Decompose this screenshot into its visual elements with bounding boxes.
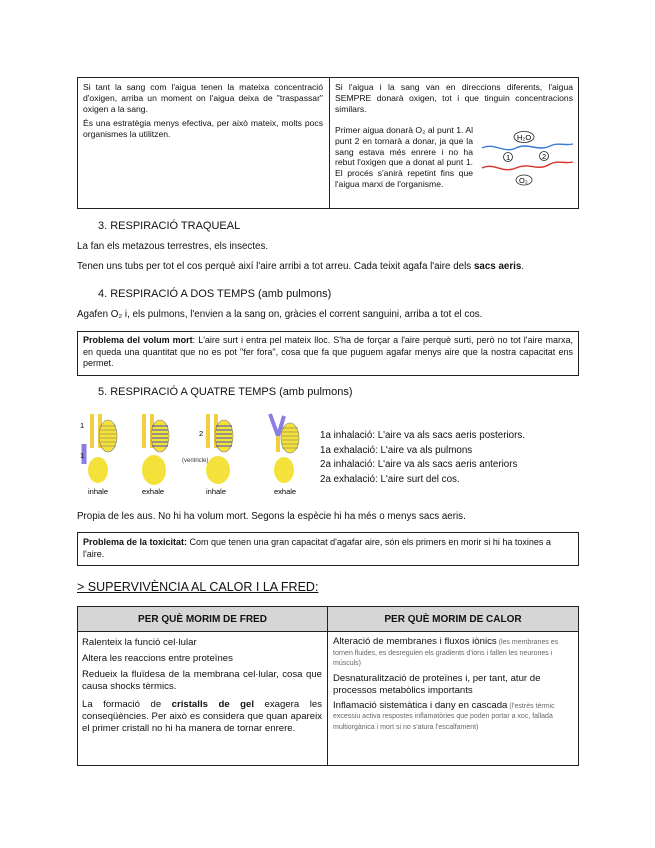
section5-title: 5. RESPIRACIÓ A QUATRE TEMPS (amb pulmons): [98, 386, 353, 398]
section3-title: 3. RESPIRACIÓ TRAQUEAL: [98, 220, 241, 232]
panel-inhale-1: [80, 414, 117, 483]
cold-item-3: Redueix la fluïdesa de la membrana cel·lular, cosa que causa shocks tèrmics.: [82, 669, 322, 692]
diagram-label-h2o: H₂O: [517, 133, 532, 142]
heat-item-1: Alteració de membranes i fluxos iònics (les membranes es tornen fluides, es desregulen els gradients d'ions i fallen les neurones i músculs): [333, 636, 559, 668]
survival-divider: [327, 606, 328, 766]
toxicity-text: Com que tenen una gran capacitat d'agafar aire, són els primers en morir si hi ha toxines a l'aire.: [83, 537, 551, 559]
fig-side-label-3: 2: [199, 429, 204, 438]
heat-item-3-note: (l'estrès tèrmic excessiu activa respostes inflamatòries que poden portar a xoc, fallada multiorgànica i mort si no s'atura l'escalfament): [333, 702, 555, 731]
dead-volume-text: : L'aire surt i entra pel mateix lloc. S'ha de forçar a l'aire perquè surti, però no tot l'aire marxa, en queda una quantitat que no es pot "fer fora", cosa que fa que puguem agafar menys aire que la nostra capacitat ens permet.: [83, 335, 573, 368]
dead-volume-box: [77, 331, 579, 376]
section4-title: 4. RESPIRACIÓ A DOS TEMPS (amb pulmons): [98, 288, 332, 300]
dead-volume-title: Problema del volum mort: [83, 335, 193, 345]
ice-crystals-bold: cristalls de gel: [171, 699, 255, 710]
survival-title: > SUPERVIVÈNCIA AL CALOR I LA FRED:: [77, 580, 319, 594]
step-1: 1a inhalació: L'aire va als sacs aeris posteriors.: [320, 430, 525, 441]
diagram-label-2: 2: [542, 152, 547, 161]
cold-item-4: La formació de cristalls de gel exagera les conseqüències. Per això es considera que quan apareix el primer cristall no hi ha manera de tornar enrere.: [82, 699, 322, 734]
sacs-aeris-bold: sacs aeris: [473, 261, 522, 272]
bird-breathing-figure: [78, 408, 318, 498]
fig-label-exhale-2: exhale: [274, 487, 297, 496]
header-heat: PER QUÈ MORIM DE CALOR: [384, 614, 522, 625]
step-4: 2a exhalació: L'aire surt del cos.: [320, 473, 460, 485]
section3-p2: Tenen uns tubs per tot el cos perquè així l'aire arribi a tot arreu. Cada teixit agafa l'aire dels sacs aeris.: [77, 261, 525, 272]
cold-column: [82, 637, 322, 735]
fig-label-inhale-2: inhale: [206, 487, 227, 496]
four-step-list: [320, 429, 525, 487]
header-cold: PER QUÈ MORIM DE FRED: [138, 614, 267, 625]
top-right-p2: Primer aigua donarà O₂ al punt 1. Al punt 2 en tornarà a donar, ja que la sang estava més enrere i no ha rebut l'oxigen que a donat al punt 1. El procés s'anirà repetint fins que l'aigua marxi de l'organisme.: [335, 125, 473, 189]
heat-item-3: Inflamació sistemàtica i dany en cascada (l'estrès tèrmic excessiu activa respostes inflamatòries que poden portar a xoc, fallada multiorgànica i mort si no s'atura l'escalfament): [333, 699, 555, 731]
heat-item-2: Desnaturalització de proteïnes i, per tant, atur de processos metabòlics importants: [333, 672, 541, 696]
cold-item-1: Ralenteix la funció cel·lular: [82, 637, 197, 648]
toxicity-box: [77, 532, 579, 566]
heat-column: [333, 637, 573, 733]
fig-side-label-1: 1: [80, 421, 85, 430]
fig-label-exhale-1: exhale: [142, 487, 165, 496]
section3-p1: La fan els metazous terrestres, els insectes.: [77, 241, 269, 252]
diagram-label-o2: O₂: [519, 176, 528, 185]
fig-label-inhale-1: inhale: [88, 487, 109, 496]
fig-center-label: (ventricle): [182, 458, 209, 464]
step-2: 1a exhalació: L'aire va als pulmons: [320, 444, 473, 456]
top-left-p2: És una estratègia menys efectiva, per això mateix, molts pocs organismes la utilitzen.: [83, 118, 323, 140]
countercurrent-diagram: [480, 128, 575, 190]
section4-p1: Agafen O₂ i, els pulmons, l'envien a la sang on, gràcies el corrent sanguini, arriba a tot el cos.: [77, 309, 483, 320]
step-3: 2a inhalació: L'aire va als sacs aeris anteriors: [320, 459, 518, 470]
panel-exhale-2: [270, 414, 299, 483]
panel-exhale-1: [142, 414, 169, 485]
blood-flow-line: [482, 162, 573, 170]
heat-item-1-note: (les membranes es tornen fluides, es desregulen els gradients d'ions i fallen les neurones i músculs): [333, 639, 559, 668]
survival-header-line: [77, 631, 579, 632]
top-left-p1: Si tant la sang com l'aigua tenen la mateixa concentració d'oxigen, arriba un moment on l'aigua deixa de "traspassar" oxigen a la sang.: [83, 82, 323, 114]
section5-p1: Propia de les aus. No hi ha volum mort. Segons la espècie hi ha més o menys sacs aeris.: [77, 511, 466, 522]
top-left-cell: [83, 82, 323, 140]
cold-item-2: Altera les reaccions entre proteïnes: [82, 653, 233, 664]
toxicity-title: Problema de la toxicitat:: [83, 537, 188, 547]
water-flow-line: [482, 144, 573, 150]
diagram-label-1: 1: [506, 153, 511, 162]
top-right-p1: Si l'aigua i la sang van en direccions diferents, l'aigua SEMPRE donarà oxigen, tot i que tinguin concentracions similars.: [335, 82, 573, 114]
fig-side-label-2: 1: [80, 451, 85, 460]
top-table-divider: [329, 77, 330, 209]
panel-inhale-2: [182, 414, 233, 484]
